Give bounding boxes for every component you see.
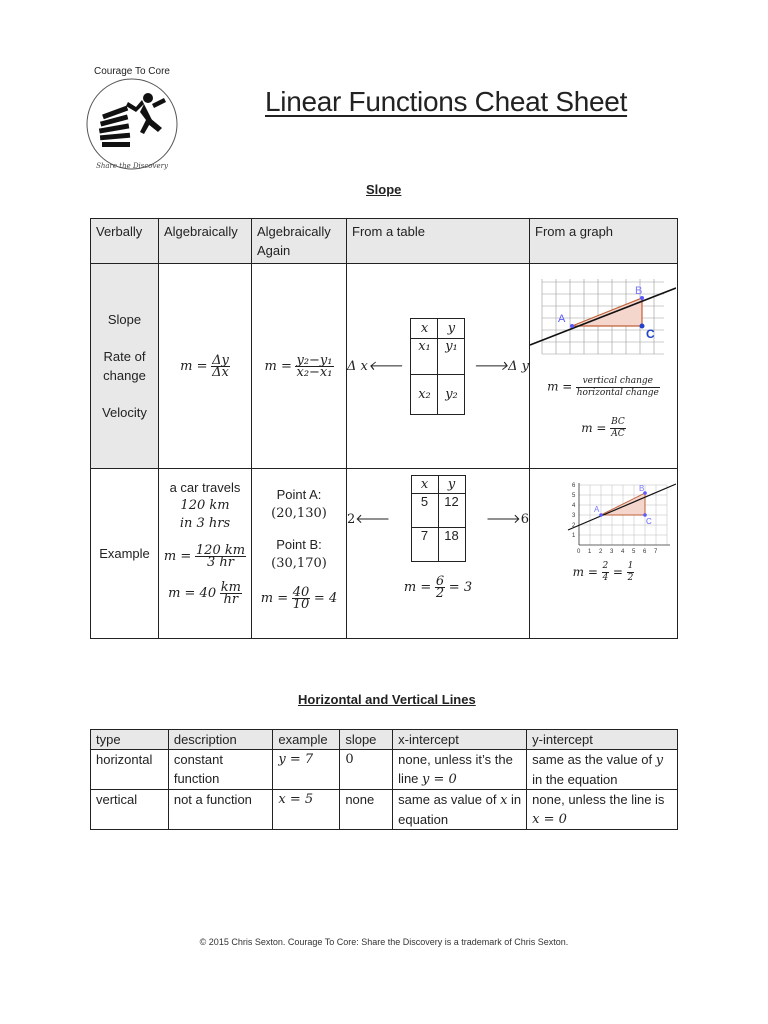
example-cell [91, 469, 159, 639]
example-alg1-cell [159, 469, 252, 639]
graph-formula-lhs: m = [547, 379, 573, 394]
y-tick-4: 4 [572, 503, 576, 509]
example-table-f-num: 6 [435, 574, 445, 589]
example-table-cell [347, 469, 530, 639]
y-tick-2: 2 [572, 523, 576, 529]
row-y-intercept: none, unless the line is x = 0 [532, 792, 665, 827]
example-table-f-lhs: m = [403, 579, 432, 595]
row-y-intercept: same as the value of y in the equation [532, 752, 664, 787]
graph-label-b: B [635, 285, 643, 297]
table-row [91, 750, 678, 790]
x-tick-0: 0 [577, 549, 581, 555]
slope-graph [530, 274, 676, 364]
x-tick-4: 4 [621, 549, 625, 555]
graph-den: horizontal change [576, 388, 659, 398]
example-graph-cell [530, 469, 678, 639]
ex-graph-f-lhs: m = [572, 564, 598, 579]
x-tick-3: 3 [610, 549, 614, 555]
ex-graph-f-den2: 2 [627, 573, 634, 583]
ex-graph-label-b: B [639, 484, 645, 493]
example-f1-num: 120 km [195, 543, 246, 558]
example2-f-den: 10 [292, 597, 310, 612]
example-f2-den: hr [223, 592, 239, 607]
logo-text: Courage To Core [94, 66, 170, 77]
row-type: vertical [96, 792, 138, 807]
slope-table [90, 218, 678, 639]
ex-graph-label-c: C [646, 517, 652, 526]
point-a: (20,130) [271, 506, 327, 521]
logo-tagline: Share the Discovery [96, 162, 168, 170]
lines-heading: Horizontal and Vertical Lines [298, 692, 476, 707]
col-example: example [273, 730, 340, 750]
col-verbally: Verbally [91, 219, 159, 264]
point-b: (30,170) [271, 556, 327, 571]
col-slope: slope [340, 730, 393, 750]
ex-graph-f-num2: 1 [627, 561, 634, 571]
alg2-den: x₂−x₁ [296, 364, 333, 380]
col-description: description [168, 730, 273, 750]
table-left-arrow: Δ x🡐 [347, 359, 403, 374]
verbal-velocity: Velocity [102, 405, 147, 420]
example2-f-rhs: = 4 [313, 590, 338, 606]
row-example: x = 5 [278, 792, 314, 807]
x-tick-7: 7 [654, 549, 658, 555]
example-line3: in 3 hrs [179, 516, 231, 531]
verbal-rate: Rate of change [103, 349, 146, 383]
lines-table [90, 729, 678, 830]
example2-f-num: 40 [292, 585, 310, 600]
col-type: type [91, 730, 169, 750]
example-mini-table: x y 5 12 7 18 [411, 475, 466, 562]
graph-num2: BC [611, 417, 625, 427]
y-tick-3: 3 [572, 513, 576, 519]
ex-graph-f-mid: = [612, 564, 623, 579]
row-x-intercept: same as value of x in equation [398, 792, 522, 827]
y-tick-6: 6 [572, 483, 576, 489]
ex-graph-label-a: A [594, 505, 600, 514]
example-f1-den: 3 hr [206, 555, 234, 570]
col-from-graph: From a graph [530, 219, 678, 264]
point-b-label: Point B: [276, 537, 322, 552]
row-description: not a function [173, 792, 252, 807]
row-slope: none [345, 792, 375, 807]
footer: © 2015 Chris Sexton. Courage To Core: Share the Discovery is a trademark of Chris Sexton. [199, 937, 569, 947]
example-graph [530, 479, 676, 559]
alg2-num: y₂−y₁ [296, 352, 333, 368]
verbal-cell [91, 264, 159, 469]
row-type: horizontal [96, 752, 153, 767]
example-table-left: 2🡐 [347, 511, 391, 527]
graph-cell [530, 264, 678, 469]
row-x-intercept: none, unless it’s the line y = 0 [398, 752, 513, 787]
logo [82, 62, 182, 174]
col-from-table: From a table [347, 219, 530, 264]
col-algebraically-again: Algebraically Again [252, 219, 347, 264]
ex-graph-f-num: 2 [602, 561, 609, 571]
alg2-cell [252, 264, 347, 469]
table-cell [347, 264, 530, 469]
table-row [91, 790, 678, 830]
example-table-f-den: 2 [435, 586, 445, 601]
example-label: Example [99, 546, 150, 561]
page-title: Linear Functions Cheat Sheet [265, 86, 628, 117]
x-tick-1: 1 [588, 549, 592, 555]
alg1-lhs: m = [180, 358, 208, 374]
example-table-right: 🡒6 [485, 511, 529, 527]
verbal-slope: Slope [107, 312, 142, 327]
y-tick-5: 5 [572, 493, 576, 499]
example2-f-lhs: m = [260, 590, 289, 606]
ex-graph-f-den: 4 [602, 573, 609, 583]
col-algebraically: Algebraically [159, 219, 252, 264]
mini-table: x y x₁ y₁ x₂ y₂ [410, 318, 465, 415]
table-right-arrow: 🡒Δ y [473, 359, 529, 374]
row-slope: 0 [345, 752, 354, 767]
alg1-den: Δx [212, 364, 229, 380]
x-tick-6: 6 [643, 549, 647, 555]
example-line2: 120 km [180, 498, 230, 513]
example-table-f-rhs: = 3 [448, 579, 473, 595]
graph-formula2-lhs: m = [581, 420, 607, 435]
graph-num: vertical change [576, 376, 660, 388]
y-tick-1: 1 [572, 533, 576, 539]
example-f1-lhs: m = [163, 548, 192, 564]
alg1-cell [159, 264, 252, 469]
example-alg2-cell [252, 469, 347, 639]
slope-heading: Slope [366, 182, 402, 197]
x-tick-5: 5 [632, 549, 636, 555]
alg2-lhs: m = [264, 358, 292, 374]
col-y-intercept: y-intercept [527, 730, 678, 750]
example-f2-lhs: m = 40 [168, 585, 217, 601]
graph-label-a: A [558, 313, 566, 325]
graph-den2: AC [611, 429, 625, 439]
point-a-label: Point A: [276, 487, 322, 502]
alg1-num: Δy [212, 352, 229, 368]
graph-label-c: C [646, 327, 655, 341]
example-line1: a car travels [169, 480, 241, 495]
row-description: constant function [173, 752, 223, 786]
example-f2-num: km [220, 580, 241, 595]
col-x-intercept: x-intercept [393, 730, 527, 750]
row-example: y = 7 [278, 752, 314, 767]
x-tick-2: 2 [599, 549, 603, 555]
